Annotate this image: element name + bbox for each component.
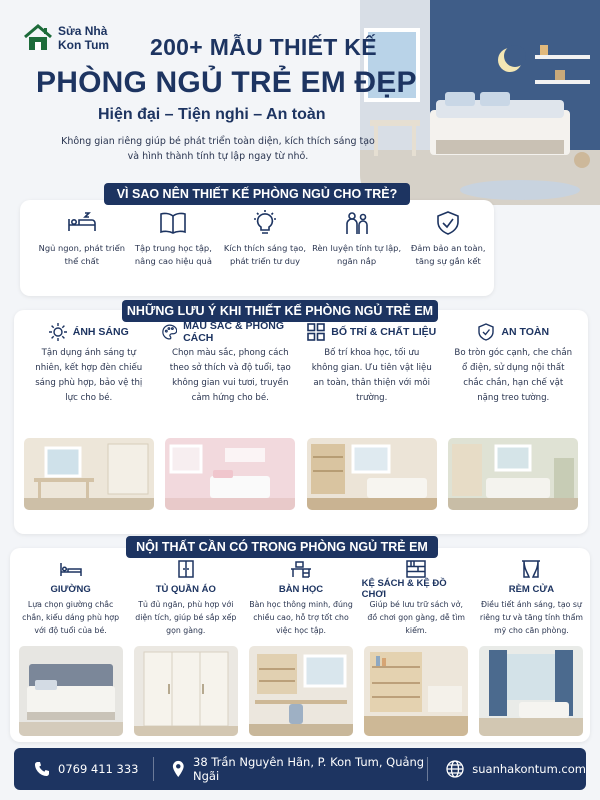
phone-icon xyxy=(34,761,50,777)
wardrobe-photo xyxy=(134,646,238,736)
palette-icon xyxy=(162,323,178,341)
furniture-list xyxy=(16,558,586,740)
furniture-text: Giúp bé lưu trữ sách vở, đồ chơi gọn gàng, dễ tìm kiếm. xyxy=(367,600,466,635)
bookshelf-icon xyxy=(406,560,426,578)
furniture-title: KỆ SÁCH & KỆ ĐỒ CHƠI xyxy=(361,578,447,600)
note-title: MÀU SẮC & PHONG CÁCH xyxy=(183,320,284,344)
bed-photo xyxy=(19,646,123,736)
phone-number: 0769 411 333 xyxy=(58,762,139,776)
furniture-item xyxy=(131,558,240,740)
wardrobe-icon xyxy=(177,560,195,578)
note-item xyxy=(162,318,300,526)
why-item-text: Ngủ ngon, phát triển thể chất xyxy=(38,243,125,266)
curtain-photo xyxy=(479,646,583,736)
pink-room-image xyxy=(165,438,295,510)
brand-line-2: Kon Tum xyxy=(58,38,110,52)
notes-heading: NHỮNG LƯU Ý KHI THIẾT KẾ PHÒNG NGỦ TRẺ EM xyxy=(122,300,438,322)
why-item-text: Đảm bảo an toàn, tăng sự gắn kết xyxy=(410,243,486,266)
furniture-title: GIƯỜNG xyxy=(50,583,91,595)
bed-icon xyxy=(60,561,82,577)
hero-bedroom-image xyxy=(360,0,600,205)
globe-icon xyxy=(446,760,464,778)
note-header xyxy=(49,318,129,346)
why-list xyxy=(36,210,494,286)
note-header xyxy=(307,318,436,346)
furniture-heading: NỘI THẤT CẦN CÓ TRONG PHÒNG NGỦ TRẺ EM xyxy=(126,536,438,558)
why-item xyxy=(219,210,311,286)
note-title: AN TOÀN xyxy=(501,326,550,338)
furniture-title: RÈM CỬA xyxy=(508,583,555,595)
note-item xyxy=(20,318,158,526)
sun-icon xyxy=(49,323,67,341)
curtain-icon xyxy=(521,560,541,578)
why-item xyxy=(402,210,494,286)
why-item xyxy=(311,210,403,286)
furniture-title: BÀN HỌC xyxy=(278,583,324,595)
brand-line-1: Sửa Nhà xyxy=(58,24,108,38)
wood-room-image xyxy=(307,438,437,510)
page-title: PHÒNG NGỦ TRẺ EM ĐẸP xyxy=(36,66,417,99)
note-item xyxy=(445,318,583,526)
bookshelf-photo xyxy=(364,646,468,736)
furniture-text: Tủ đủ ngăn, phù hợp với diện tích, giúp bé sắp xếp gọn gàng. xyxy=(135,600,237,635)
notes-list xyxy=(20,318,582,526)
note-header xyxy=(477,318,549,346)
website-text: suanhakontum.com xyxy=(472,762,586,776)
furniture-text: Bàn học thông minh, đúng chiều cao, hỗ trợ tốt cho việc học tập. xyxy=(249,600,353,635)
green-room-image xyxy=(448,438,578,510)
desk-icon xyxy=(290,560,312,578)
note-text: Bo tròn góc cạnh, che chắn ổ điện, sử dụng nội thất chắc chắn, hạn chế vật nặng treo tường. xyxy=(454,348,573,403)
intro-text: Không gian riêng giúp bé phát triển toàn diện, kích thích sáng tạo và hình thành tính tự lập ngay từ nhỏ. xyxy=(61,136,375,162)
note-text: Chọn màu sắc, phong cách theo sở thích và độ tuổi, tạo không gian vui tươi, truyền cảm hứng cho bé. xyxy=(169,348,291,403)
website-link[interactable] xyxy=(446,760,586,778)
house-logo-icon xyxy=(22,22,54,54)
furniture-item xyxy=(246,558,355,740)
note-text: Tận dụng ánh sáng tự nhiên, kết hợp đèn chiếu sáng phù hợp, bảo vệ thị lực cho bé. xyxy=(35,348,143,403)
people-icon xyxy=(342,210,372,236)
furniture-item xyxy=(362,558,471,740)
lightbulb-icon xyxy=(250,210,280,236)
grid-icon xyxy=(307,323,325,341)
why-item xyxy=(128,210,220,286)
bright-room-image xyxy=(24,438,154,510)
desk-photo xyxy=(249,646,353,736)
note-item xyxy=(303,318,441,526)
shield-check-icon xyxy=(477,323,495,341)
footer-divider xyxy=(153,757,154,781)
phone-contact[interactable] xyxy=(34,761,153,777)
furniture-item xyxy=(477,558,586,740)
book-icon xyxy=(158,211,188,235)
footer-divider xyxy=(427,757,428,781)
shield-check-icon xyxy=(433,210,463,236)
location-pin-icon xyxy=(172,760,185,778)
why-item xyxy=(36,210,128,286)
why-heading: VÌ SAO NÊN THIẾT KẾ PHÒNG NGỦ CHO TRẺ? xyxy=(104,183,410,205)
note-header xyxy=(162,318,300,346)
furniture-item xyxy=(16,558,125,740)
title-top: 200+ MẪU THIẾT KẾ xyxy=(150,34,377,60)
why-item-text: Rèn luyện tính tự lập, ngăn nắp xyxy=(312,243,402,266)
note-text: Bố trí khoa học, tối ưu không gian. Ưu tiên vật liệu an toàn, thân thiện với môi trường. xyxy=(311,348,432,403)
note-title: BỐ TRÍ & CHẤT LIỆU xyxy=(331,326,437,338)
brand-logo xyxy=(22,18,122,58)
contact-footer xyxy=(14,748,586,790)
subtitle: Hiện đại – Tiện nghi – An toàn xyxy=(98,106,326,123)
note-title: ÁNH SÁNG xyxy=(72,326,129,338)
why-item-text: Kích thích sáng tạo, phát triển tư duy xyxy=(223,243,307,266)
sleep-bed-icon xyxy=(67,211,97,235)
address-contact[interactable] xyxy=(172,755,427,783)
furniture-title: TỦ QUẦN ÁO xyxy=(155,583,216,595)
furniture-text: Điều tiết ánh sáng, tạo sự riêng tư và tăng tính thẩm mỹ cho căn phòng. xyxy=(479,600,583,635)
why-item-text: Tập trung học tập, nâng cao hiệu quả xyxy=(134,243,212,266)
furniture-text: Lựa chọn giường chắc chắn, kiểu dáng phù hợp với độ tuổi của bé. xyxy=(22,600,120,635)
address-text: 38 Trần Nguyên Hãn, P. Kon Tum, Quảng Ngãi xyxy=(193,755,425,783)
brand-name xyxy=(58,24,109,52)
